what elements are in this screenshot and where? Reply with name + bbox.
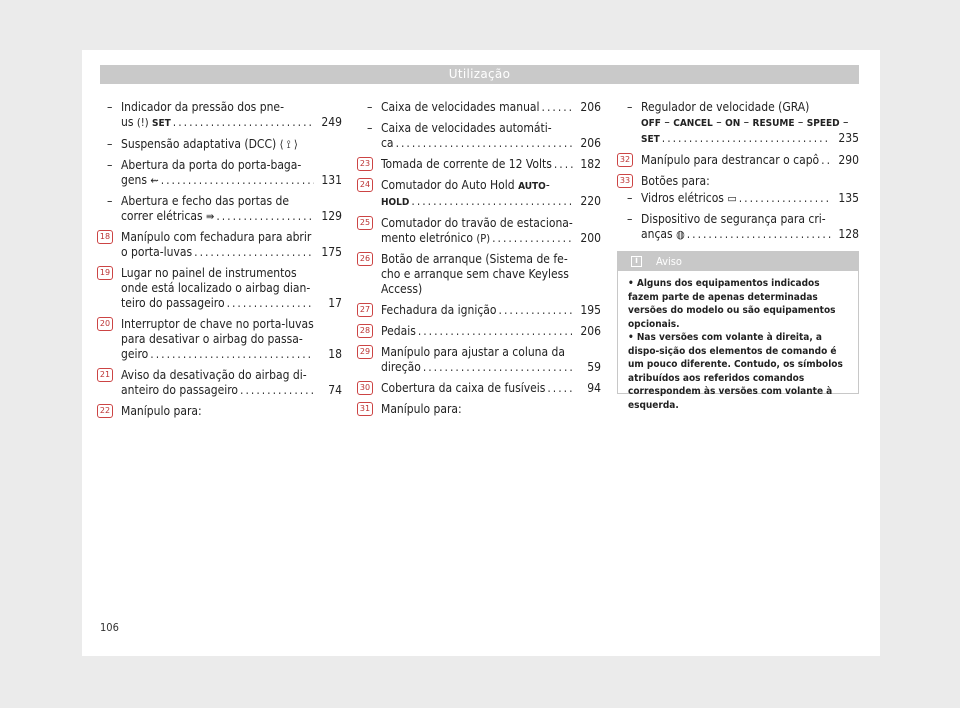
notice-box <box>617 251 859 411</box>
parking-brake-icon: (P) <box>476 232 491 245</box>
column-1 <box>97 100 342 425</box>
list-item: 22 Manípulo para: <box>97 404 342 419</box>
column-3 <box>617 100 859 248</box>
list-item: – Dispositivo de segurança para cri- anças ◍ ..... 128 <box>617 212 859 242</box>
list-item: – Abertura da porta do porta-baga- gens ⇜ ..... 131 <box>97 158 342 188</box>
notice-item: • Alguns dos equipamentos indicados fazem parte de apenas determinadas versões do modelo ou são equipamentos opcionais. <box>628 278 836 330</box>
dcc-mode-icon: ⟨ ⟟ ⟩ <box>279 138 298 151</box>
sliding-door-icon: ⇛ <box>206 210 215 223</box>
info-icon: i <box>631 256 642 267</box>
list-item: 28 Pedais ..... 206 <box>357 324 601 339</box>
list-item: 32 Manípulo para destrancar o capô ..... 290 <box>617 153 859 168</box>
callout-badge: 25 <box>357 216 373 230</box>
notice-header: i Aviso <box>618 252 858 271</box>
list-item: 31 Manípulo para: <box>357 402 601 417</box>
section-header: Utilização <box>100 65 859 84</box>
tire-pressure-icon: (!) <box>136 116 149 129</box>
callout-badge: 22 <box>97 404 113 418</box>
list-item: 23 Tomada de corrente de 12 Volts ..... 182 <box>357 157 601 172</box>
callout-badge: 26 <box>357 252 373 266</box>
callout-badge: 20 <box>97 317 113 331</box>
callout-badge: 32 <box>617 153 633 167</box>
list-item: 27 Fechadura da ignição ..... 195 <box>357 303 601 318</box>
list-item: – Caixa de velocidades automáti- ca ..... 206 <box>357 121 601 151</box>
notice-item: • Nas versões com volante à direita, a dispo-sição dos elementos de comando é um pouco diferente. Contudo, os símbolos atribuídos aos referidos comandos correspondem às versões com volante à esquerda. <box>628 332 843 411</box>
tailgate-icon: ⇜ <box>150 174 159 187</box>
list-item: – Caixa de velocidades manual ..... 206 <box>357 100 601 115</box>
callout-badge: 28 <box>357 324 373 338</box>
list-item: 24 Comutador do Auto Hold AUTO- HOLD ..... 220 <box>357 178 601 210</box>
list-item: 19 Lugar no painel de instrumentos onde está localizado o airbag dian- teiro do passageiro ..... 17 <box>97 266 342 311</box>
callout-badge: 21 <box>97 368 113 382</box>
column-2 <box>357 100 601 423</box>
callout-badge: 30 <box>357 381 373 395</box>
list-item: 30 Cobertura da caixa de fusíveis ..... 94 <box>357 381 601 396</box>
callout-badge: 27 <box>357 303 373 317</box>
list-item: 18 Manípulo com fechadura para abrir o porta-luvas ..... 175 <box>97 230 342 260</box>
list-item: 26 Botão de arranque (Sistema de fe- cho e arranque sem chave Keyless Access) <box>357 252 601 297</box>
list-item: – Abertura e fecho das portas de correr elétricas ⇛ ..... 129 <box>97 194 342 224</box>
list-item: – Indicador da pressão dos pne- us (!) SET ..... 249 <box>97 100 342 131</box>
list-item: – Regulador de velocidade (GRA) OFF – CANCEL – ON – RESUME – SPEED – SET ..... 235 <box>617 100 859 147</box>
list-item: 21 Aviso da desativação do airbag di- anteiro do passageiro ..... 74 <box>97 368 342 398</box>
power-window-icon: ▭ <box>727 192 737 205</box>
list-item: 33 Botões para: <box>617 174 859 189</box>
callout-badge: 29 <box>357 345 373 359</box>
callout-badge: 18 <box>97 230 113 244</box>
notice-body <box>618 271 858 412</box>
page-number: 106 <box>100 621 119 634</box>
callout-badge: 31 <box>357 402 373 416</box>
list-item: 29 Manípulo para ajustar a coluna da direção ..... 59 <box>357 345 601 375</box>
list-item: 25 Comutador do travão de estaciona- mento eletrónico (P) ..... 200 <box>357 216 601 246</box>
callout-badge: 24 <box>357 178 373 192</box>
list-item: – Suspensão adaptativa (DCC) ⟨ ⟟ ⟩ <box>107 137 298 151</box>
callout-badge: 19 <box>97 266 113 280</box>
list-item: 20 Interruptor de chave no porta-luvas para desativar o airbag do passa- geiro ..... 18 <box>97 317 342 362</box>
child-lock-icon: ◍ <box>676 228 685 241</box>
callout-badge: 23 <box>357 157 373 171</box>
callout-badge: 33 <box>617 174 633 188</box>
list-item: – Vidros elétricos ▭ ..... 135 <box>617 191 859 206</box>
